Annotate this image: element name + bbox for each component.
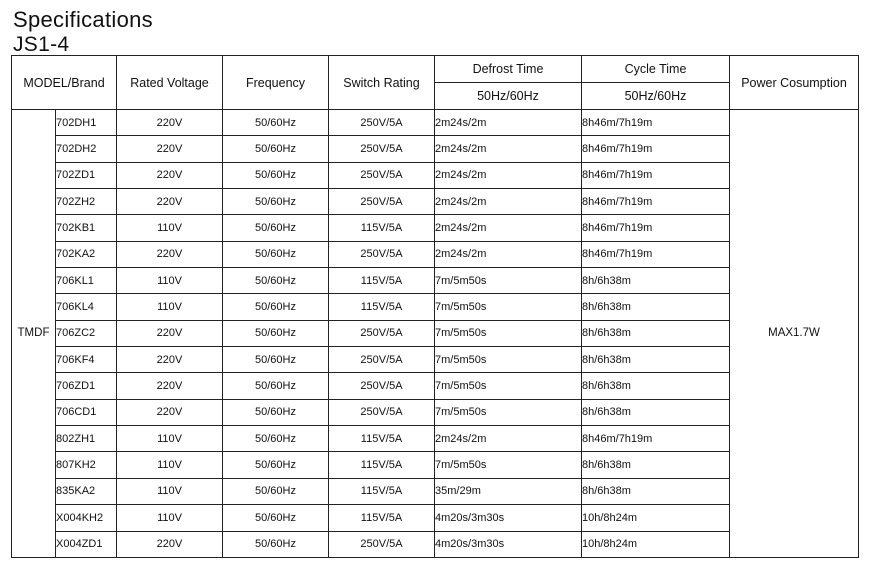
frequency-cell: 50/60Hz <box>223 241 329 267</box>
header-model-brand: MODEL/Brand <box>12 56 117 110</box>
header-switch-rating: Switch Rating <box>329 56 435 110</box>
frequency-cell: 50/60Hz <box>223 478 329 504</box>
frequency-cell: 50/60Hz <box>223 268 329 294</box>
model-cell: 702ZD1 <box>56 162 117 188</box>
switch-rating-cell: 250V/5A <box>329 241 435 267</box>
voltage-cell: 220V <box>117 399 223 425</box>
switch-rating-cell: 115V/5A <box>329 215 435 241</box>
defrost-time-cell: 4m20s/3m30s <box>435 531 582 557</box>
switch-rating-cell: 115V/5A <box>329 268 435 294</box>
cycle-time-cell: 10h/8h24m <box>582 505 730 531</box>
power-cell: MAX1.7W <box>730 110 859 558</box>
model-cell: 706KL4 <box>56 294 117 320</box>
frequency-cell: 50/60Hz <box>223 136 329 162</box>
header-rated-voltage: Rated Voltage <box>117 56 223 110</box>
switch-rating-cell: 250V/5A <box>329 320 435 346</box>
header-cycle-time: Cycle Time <box>582 56 730 83</box>
defrost-time-cell: 7m/5m50s <box>435 452 582 478</box>
switch-rating-cell: 250V/5A <box>329 162 435 188</box>
page-subtitle: JS1-4 <box>13 33 70 56</box>
frequency-cell: 50/60Hz <box>223 110 329 136</box>
model-cell: 706KF4 <box>56 347 117 373</box>
defrost-time-cell: 7m/5m50s <box>435 294 582 320</box>
model-cell: 702DH1 <box>56 110 117 136</box>
page-title: Specifications <box>13 7 153 32</box>
model-cell: 706ZD1 <box>56 373 117 399</box>
spec-table-body <box>12 110 859 558</box>
model-cell: 706ZC2 <box>56 320 117 346</box>
header-power-consumption: Power Cosumption <box>730 56 859 110</box>
model-cell: 835KA2 <box>56 478 117 504</box>
brand-cell: TMDF <box>12 110 56 558</box>
switch-rating-cell: 115V/5A <box>329 426 435 452</box>
voltage-cell: 110V <box>117 478 223 504</box>
defrost-time-cell: 7m/5m50s <box>435 320 582 346</box>
model-cell: 706CD1 <box>56 399 117 425</box>
voltage-cell: 110V <box>117 452 223 478</box>
defrost-time-cell: 2m24s/2m <box>435 241 582 267</box>
cycle-time-cell: 8h/6h38m <box>582 268 730 294</box>
table-row <box>12 110 859 136</box>
voltage-cell: 110V <box>117 426 223 452</box>
defrost-time-cell: 2m24s/2m <box>435 215 582 241</box>
frequency-cell: 50/60Hz <box>223 347 329 373</box>
frequency-cell: 50/60Hz <box>223 505 329 531</box>
voltage-cell: 110V <box>117 215 223 241</box>
cycle-time-cell: 8h/6h38m <box>582 478 730 504</box>
voltage-cell: 220V <box>117 531 223 557</box>
voltage-cell: 110V <box>117 505 223 531</box>
model-cell: 706KL1 <box>56 268 117 294</box>
switch-rating-cell: 250V/5A <box>329 136 435 162</box>
voltage-cell: 220V <box>117 136 223 162</box>
cycle-time-cell: 8h46m/7h19m <box>582 189 730 215</box>
switch-rating-cell: 250V/5A <box>329 347 435 373</box>
header-cycle-freq: 50Hz/60Hz <box>582 83 730 110</box>
model-cell: 807KH2 <box>56 452 117 478</box>
frequency-cell: 50/60Hz <box>223 215 329 241</box>
model-cell: X004ZD1 <box>56 531 117 557</box>
model-cell: 702KB1 <box>56 215 117 241</box>
voltage-cell: 220V <box>117 347 223 373</box>
voltage-cell: 220V <box>117 241 223 267</box>
cycle-time-cell: 8h/6h38m <box>582 373 730 399</box>
model-cell: 802ZH1 <box>56 426 117 452</box>
voltage-cell: 110V <box>117 268 223 294</box>
cycle-time-cell: 8h46m/7h19m <box>582 136 730 162</box>
cycle-time-cell: 8h46m/7h19m <box>582 162 730 188</box>
header-defrost-time: Defrost Time <box>435 56 582 83</box>
model-cell: X004KH2 <box>56 505 117 531</box>
switch-rating-cell: 250V/5A <box>329 531 435 557</box>
defrost-time-cell: 2m24s/2m <box>435 189 582 215</box>
cycle-time-cell: 8h/6h38m <box>582 347 730 373</box>
voltage-cell: 220V <box>117 162 223 188</box>
defrost-time-cell: 4m20s/3m30s <box>435 505 582 531</box>
defrost-time-cell: 2m24s/2m <box>435 162 582 188</box>
frequency-cell: 50/60Hz <box>223 320 329 346</box>
cycle-time-cell: 8h/6h38m <box>582 294 730 320</box>
cycle-time-cell: 8h46m/7h19m <box>582 426 730 452</box>
switch-rating-cell: 250V/5A <box>329 399 435 425</box>
model-cell: 702ZH2 <box>56 189 117 215</box>
cycle-time-cell: 8h46m/7h19m <box>582 110 730 136</box>
header-defrost-freq: 50Hz/60Hz <box>435 83 582 110</box>
voltage-cell: 220V <box>117 320 223 346</box>
switch-rating-cell: 250V/5A <box>329 373 435 399</box>
frequency-cell: 50/60Hz <box>223 531 329 557</box>
voltage-cell: 220V <box>117 189 223 215</box>
defrost-time-cell: 2m24s/2m <box>435 136 582 162</box>
frequency-cell: 50/60Hz <box>223 294 329 320</box>
frequency-cell: 50/60Hz <box>223 162 329 188</box>
voltage-cell: 110V <box>117 294 223 320</box>
defrost-time-cell: 7m/5m50s <box>435 373 582 399</box>
switch-rating-cell: 115V/5A <box>329 505 435 531</box>
switch-rating-cell: 115V/5A <box>329 452 435 478</box>
cycle-time-cell: 8h/6h38m <box>582 452 730 478</box>
defrost-time-cell: 35m/29m <box>435 478 582 504</box>
cycle-time-cell: 8h/6h38m <box>582 399 730 425</box>
cycle-time-cell: 8h46m/7h19m <box>582 215 730 241</box>
model-cell: 702DH2 <box>56 136 117 162</box>
frequency-cell: 50/60Hz <box>223 373 329 399</box>
cycle-time-cell: 8h46m/7h19m <box>582 241 730 267</box>
defrost-time-cell: 7m/5m50s <box>435 399 582 425</box>
header-frequency: Frequency <box>223 56 329 110</box>
defrost-time-cell: 2m24s/2m <box>435 110 582 136</box>
voltage-cell: 220V <box>117 110 223 136</box>
spec-table <box>11 55 859 558</box>
voltage-cell: 220V <box>117 373 223 399</box>
defrost-time-cell: 7m/5m50s <box>435 268 582 294</box>
cycle-time-cell: 10h/8h24m <box>582 531 730 557</box>
frequency-cell: 50/60Hz <box>223 399 329 425</box>
defrost-time-cell: 2m24s/2m <box>435 426 582 452</box>
defrost-time-cell: 7m/5m50s <box>435 347 582 373</box>
frequency-cell: 50/60Hz <box>223 189 329 215</box>
switch-rating-cell: 250V/5A <box>329 110 435 136</box>
model-cell: 702KA2 <box>56 241 117 267</box>
switch-rating-cell: 115V/5A <box>329 294 435 320</box>
switch-rating-cell: 250V/5A <box>329 189 435 215</box>
frequency-cell: 50/60Hz <box>223 426 329 452</box>
switch-rating-cell: 115V/5A <box>329 478 435 504</box>
cycle-time-cell: 8h/6h38m <box>582 320 730 346</box>
frequency-cell: 50/60Hz <box>223 452 329 478</box>
